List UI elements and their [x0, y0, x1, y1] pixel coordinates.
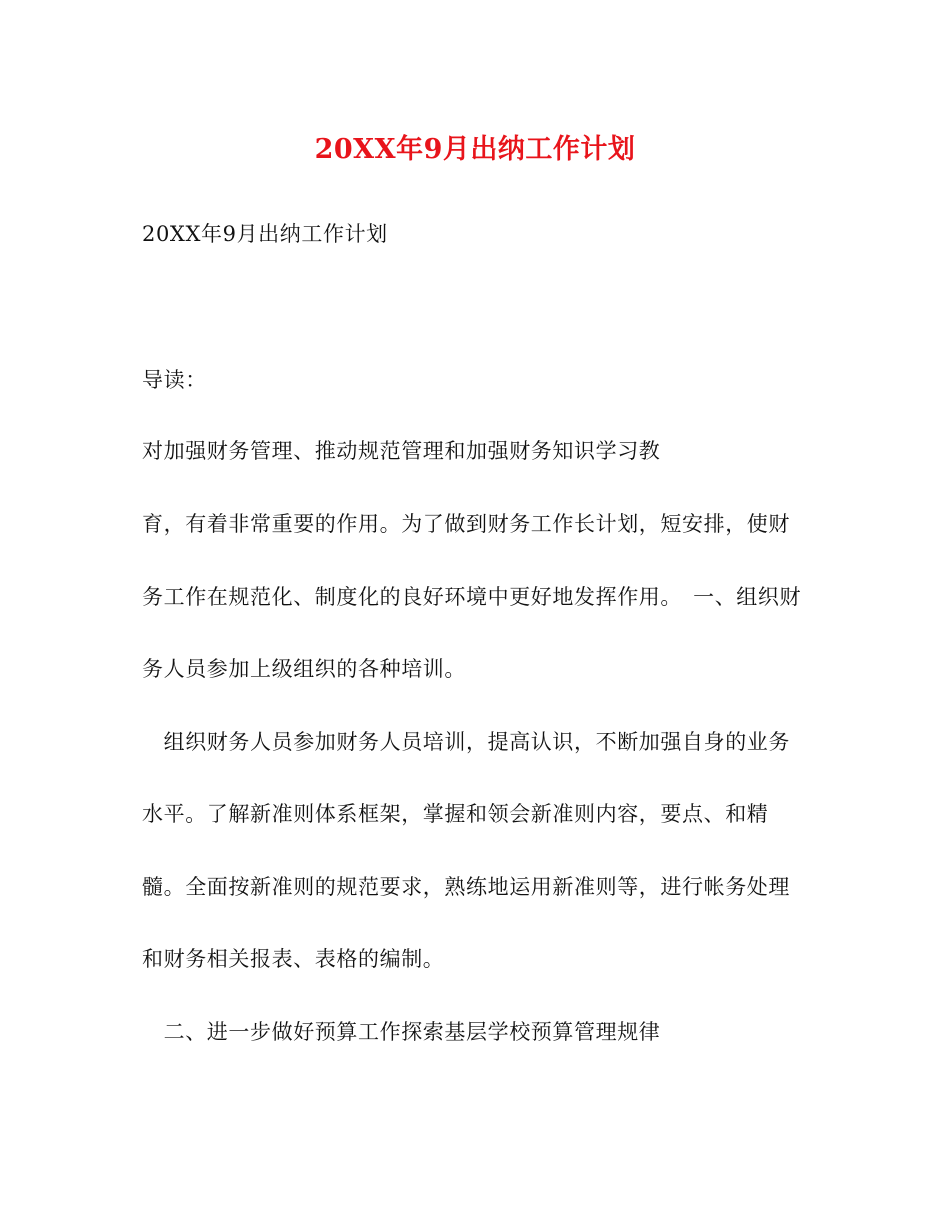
body-line: 组织财务人员参加财务人员培训，提高认识，不断加强自身的业务: [142, 730, 790, 754]
body-line: 育，有着非常重要的作用。为了做到财务工作长计划，短安排，使财: [142, 512, 790, 536]
body-line: 对加强财务管理、推动规范管理和加强财务知识学习教: [142, 439, 661, 463]
body-line: 髓。全面按新准则的规范要求，熟练地运用新准则等，进行帐务处理: [142, 875, 790, 899]
body-line: 务人员参加上级组织的各种培训。: [142, 657, 466, 681]
body-line: 二、进一步做好预算工作探索基层学校预算管理规律: [142, 1020, 661, 1044]
body-line: 水平。了解新准则体系框架，掌握和领会新准则内容，要点、和精: [142, 802, 769, 826]
body-line: 导读：: [142, 368, 207, 392]
subtitle-line: 20XX年9月出纳工作计划: [142, 222, 388, 246]
body-line: 和财务相关报表、表格的编制。: [142, 947, 445, 971]
document-title: 20XX年9月出纳工作计划: [314, 134, 636, 165]
body-line: 务工作在规范化、制度化的良好环境中更好地发挥作用。 一、组织财: [142, 585, 802, 609]
